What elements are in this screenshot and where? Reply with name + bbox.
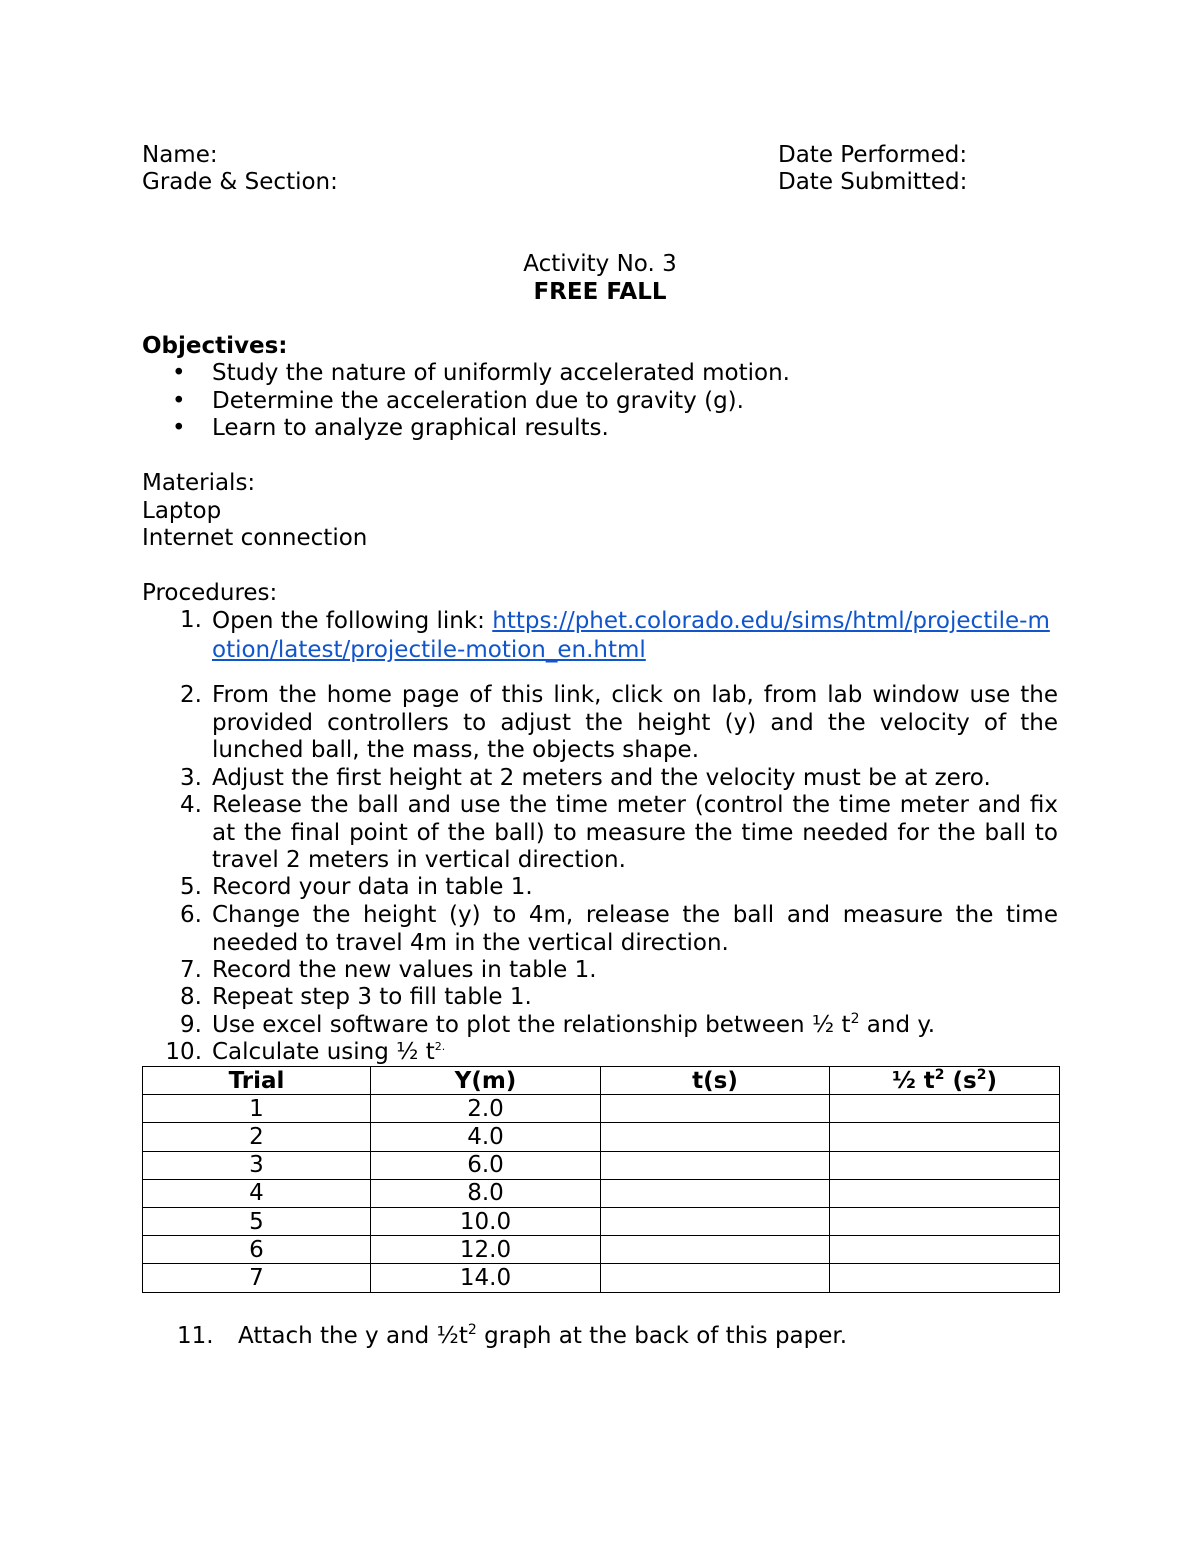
table-row — [143, 1236, 1060, 1264]
y-cell: 4.0 — [371, 1123, 601, 1151]
y-cell: 6.0 — [371, 1151, 601, 1179]
trial-cell: 5 — [143, 1207, 371, 1235]
name-label: Name: — [142, 142, 218, 168]
half-t2-cell[interactable] — [830, 1095, 1060, 1123]
t-cell[interactable] — [601, 1179, 830, 1207]
trial-cell: 4 — [143, 1179, 371, 1207]
t-cell[interactable] — [601, 1236, 830, 1264]
material-item: Laptop — [142, 498, 222, 524]
procedures-heading: Procedures: — [142, 580, 278, 606]
column-header-half-t2: ½ $t^2$ $(s^2)$ — [830, 1067, 1060, 1095]
column-header-y: Y(m) — [371, 1067, 601, 1095]
bullet-icon: • — [172, 388, 186, 414]
objectives-heading: Objectives: — [142, 333, 288, 359]
y-cell: 12.0 — [371, 1236, 601, 1264]
table-row — [143, 1123, 1060, 1151]
table-row — [143, 1151, 1060, 1179]
trial-cell: 1 — [143, 1095, 371, 1123]
bullet-icon: • — [172, 360, 186, 386]
t-cell[interactable] — [601, 1151, 830, 1179]
date-performed-label: Date Performed: — [778, 142, 968, 168]
t-cell[interactable] — [601, 1095, 830, 1123]
table-row — [143, 1179, 1060, 1207]
column-header-t: t(s) — [601, 1067, 830, 1095]
trial-cell: 2 — [143, 1123, 371, 1151]
activity-number: Activity No. 3 — [523, 251, 677, 277]
materials-heading: Materials: — [142, 470, 256, 496]
y-cell: 8.0 — [371, 1179, 601, 1207]
t-cell[interactable] — [601, 1264, 830, 1292]
table-row — [143, 1095, 1060, 1123]
trial-cell: 6 — [143, 1236, 371, 1264]
y-cell: 14.0 — [371, 1264, 601, 1292]
half-t2-cell[interactable] — [830, 1151, 1060, 1179]
table-row — [143, 1207, 1060, 1235]
table-row — [143, 1264, 1060, 1292]
bullet-icon: • — [172, 415, 186, 441]
half-t2-cell[interactable] — [830, 1207, 1060, 1235]
half-t2-cell[interactable] — [830, 1179, 1060, 1207]
grade-section-label: Grade & Section: — [142, 169, 338, 195]
half-t2-cell[interactable] — [830, 1236, 1060, 1264]
y-cell: 10.0 — [371, 1207, 601, 1235]
half-t2-cell[interactable] — [830, 1264, 1060, 1292]
date-submitted-label: Date Submitted: — [778, 169, 968, 195]
y-cell: 2.0 — [371, 1095, 601, 1123]
t-cell[interactable] — [601, 1207, 830, 1235]
table-header-row — [143, 1067, 1060, 1095]
page-title: FREE FALL — [533, 279, 667, 305]
data-table — [142, 1066, 1060, 1293]
material-item: Internet connection — [142, 525, 368, 551]
half-t2-cell[interactable] — [830, 1123, 1060, 1151]
trial-cell: 3 — [143, 1151, 371, 1179]
trial-cell: 7 — [143, 1264, 371, 1292]
phet-simulation-link[interactable]: https://phet.colorado.edu/sims/html/projectile-motion/latest/projectile-motion_en.html — [212, 608, 1050, 663]
column-header-trial: Trial — [143, 1067, 371, 1095]
t-cell[interactable] — [601, 1123, 830, 1151]
